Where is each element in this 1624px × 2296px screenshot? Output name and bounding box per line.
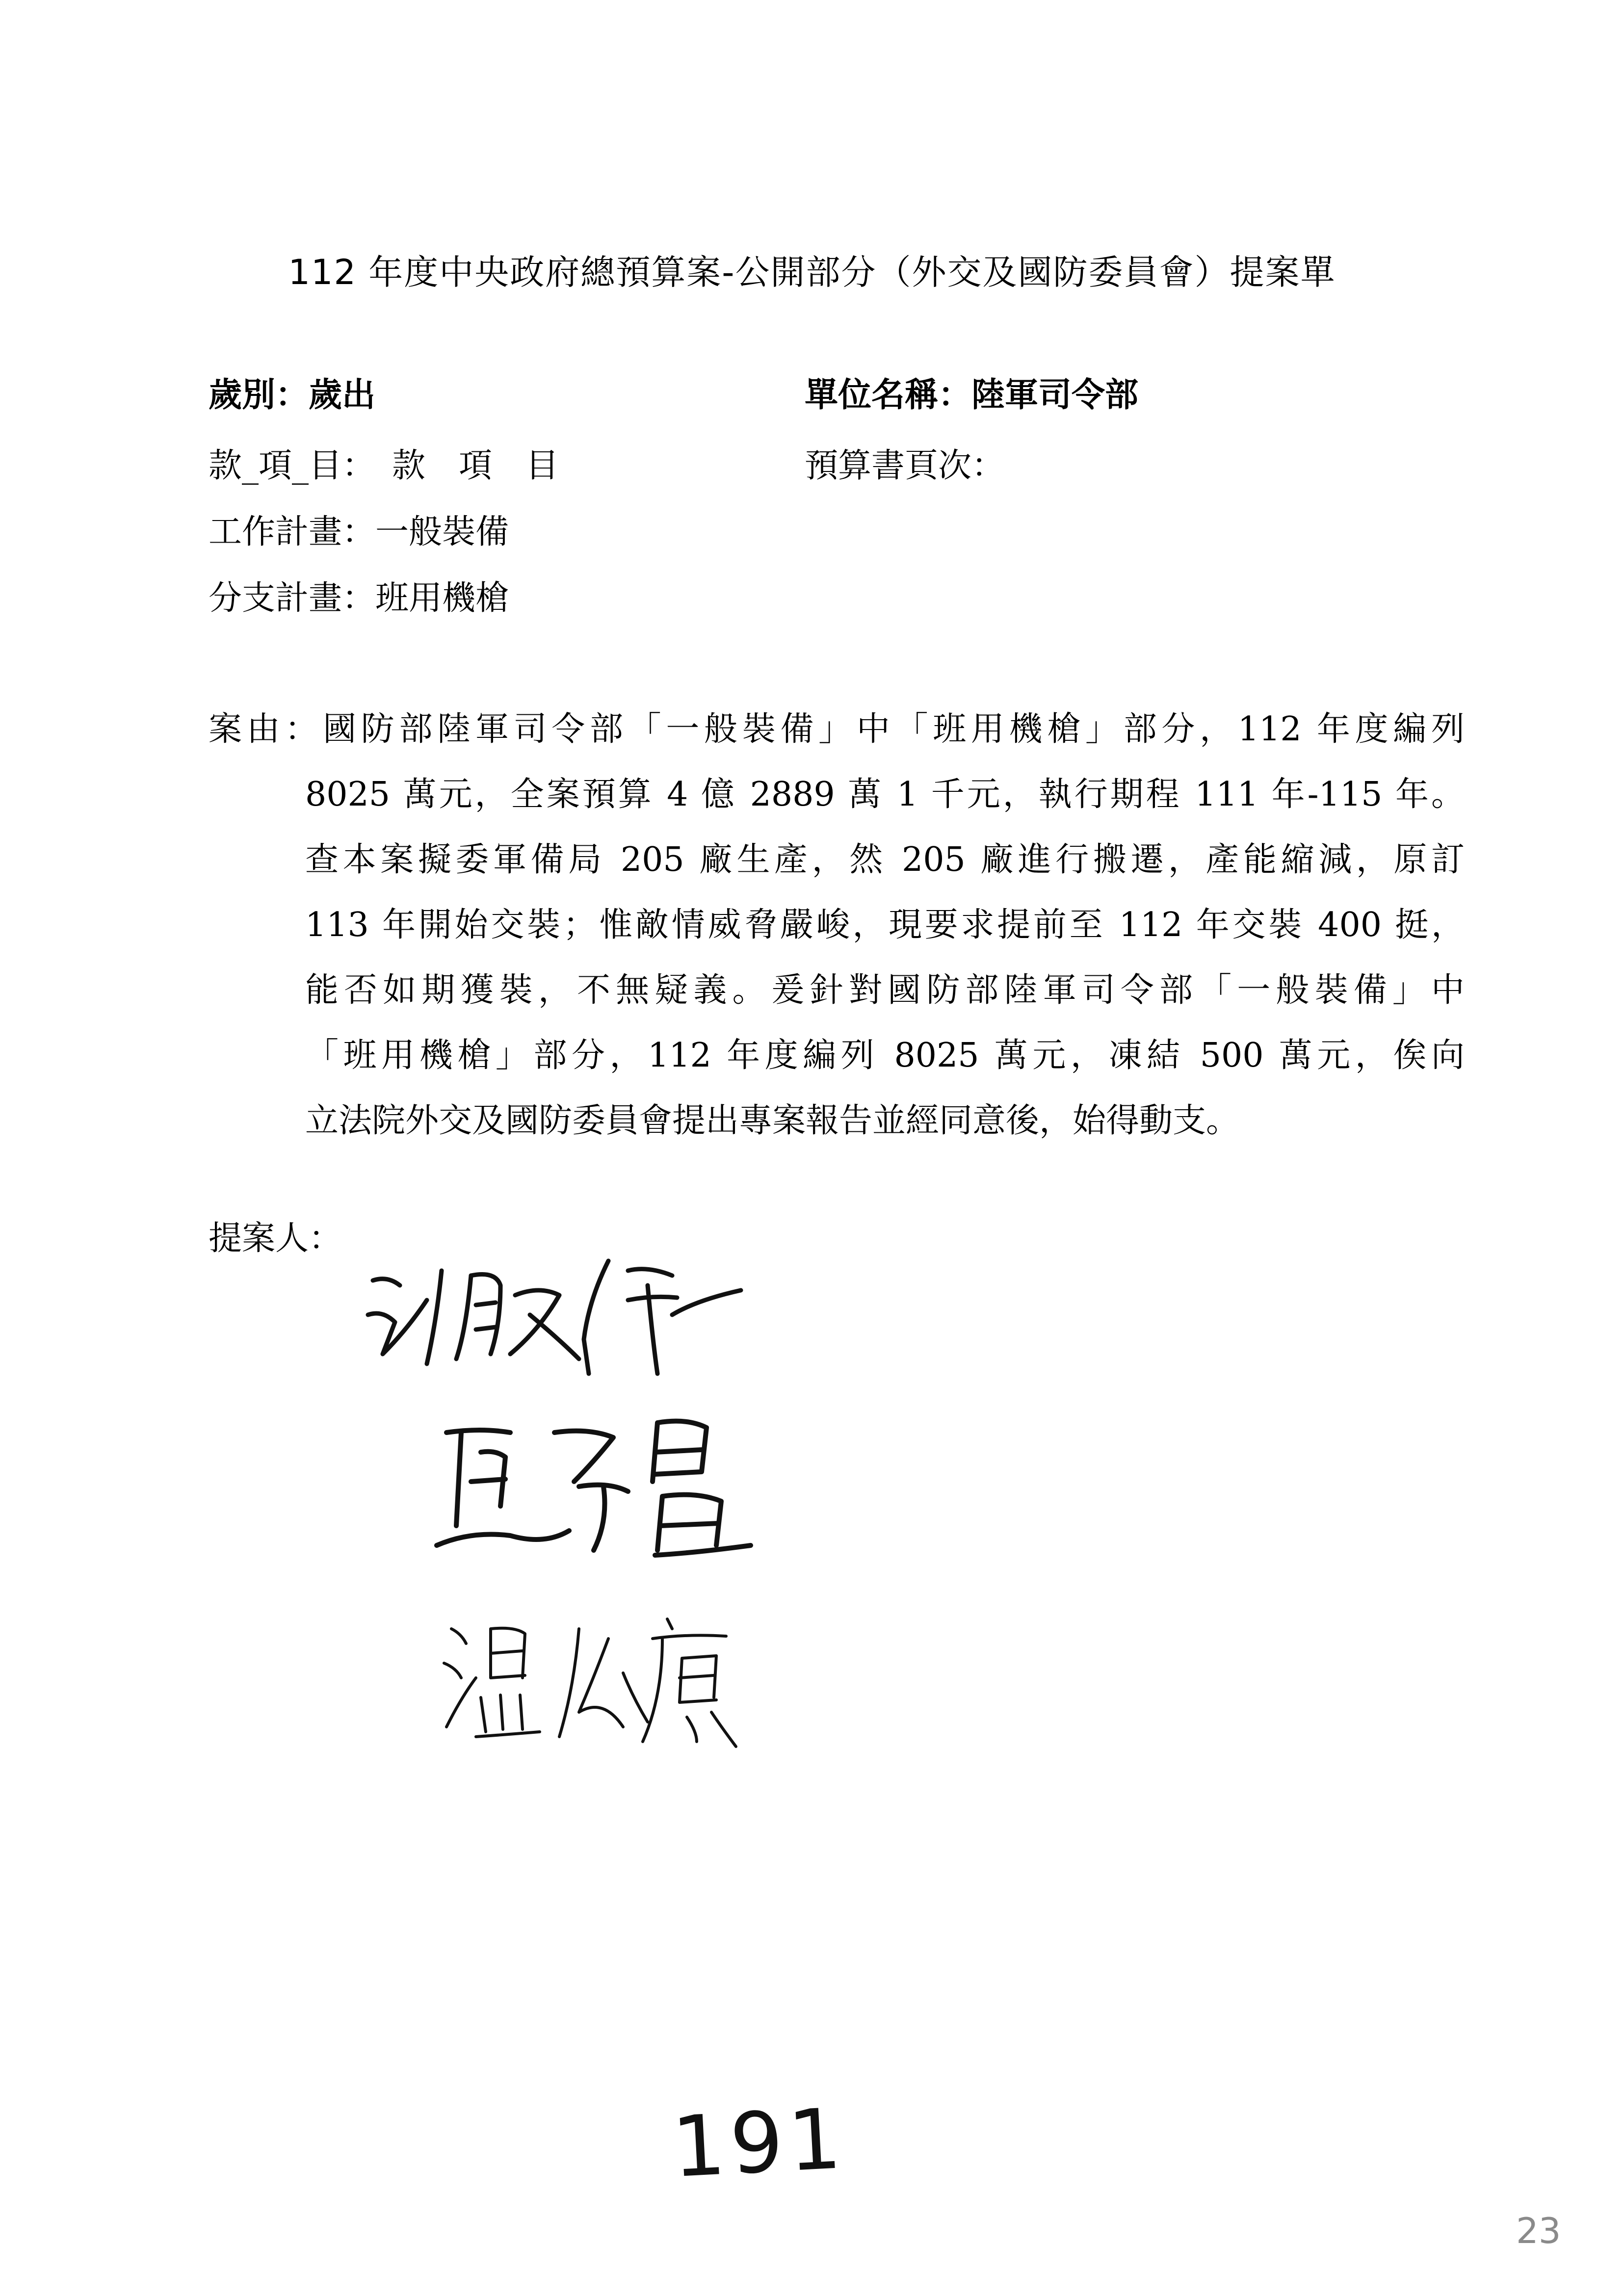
signature-1 [353, 1241, 756, 1388]
proposer-label: 提案人： [209, 1219, 342, 1258]
budget-page: 預算書頁次： [805, 446, 1005, 485]
signature-2 [432, 1413, 765, 1570]
proposal-line: 能否如期獲裝，不無疑義。爰針對國防部陸軍司令部「一般裝備」中 [305, 971, 1465, 1010]
proposal-line: 案由：國防部陸軍司令部「一般裝備」中「班用機槍」部分，112 年度編列 [209, 710, 1465, 749]
budget-category: 歲別：歲出 [209, 375, 376, 415]
handwritten-page-number: 191 [670, 2090, 849, 2197]
unit-name: 單位名稱：陸軍司令部 [805, 375, 1139, 415]
proposal-line: 113 年開始交裝；惟敵情威脅嚴峻，現要求提前至 112 年交裝 400 挺， [305, 906, 1465, 944]
proposal-paragraph [209, 697, 1465, 1153]
corner-page-number: 23 [1516, 2210, 1561, 2251]
sub-plan: 分支計畫：班用機槍 [209, 579, 509, 618]
signature-3 [432, 1599, 765, 1756]
proposal-line: 8025 萬元，全案預算 4 億 2889 萬 1 千元，執行期程 111 年-115 年。 [305, 775, 1465, 814]
proposal-line: 查本案擬委軍備局 205 廠生產，然 205 廠進行搬遷，產能縮減，原訂 [305, 840, 1465, 879]
work-plan: 工作計畫：一般裝備 [209, 513, 509, 551]
proposal-line: 「班用機槍」部分，112 年度編列 8025 萬元，凍結 500 萬元，俟向 [305, 1036, 1465, 1075]
section-item: 款_項_目： 款 項 目 [209, 446, 559, 485]
proposal-line: 立法院外交及國防委員會提出專案報告並經同意後，始得動支。 [305, 1101, 1240, 1140]
document-title: 112 年度中央政府總預算案-公開部分（外交及國防委員會）提案單 [288, 252, 1336, 292]
